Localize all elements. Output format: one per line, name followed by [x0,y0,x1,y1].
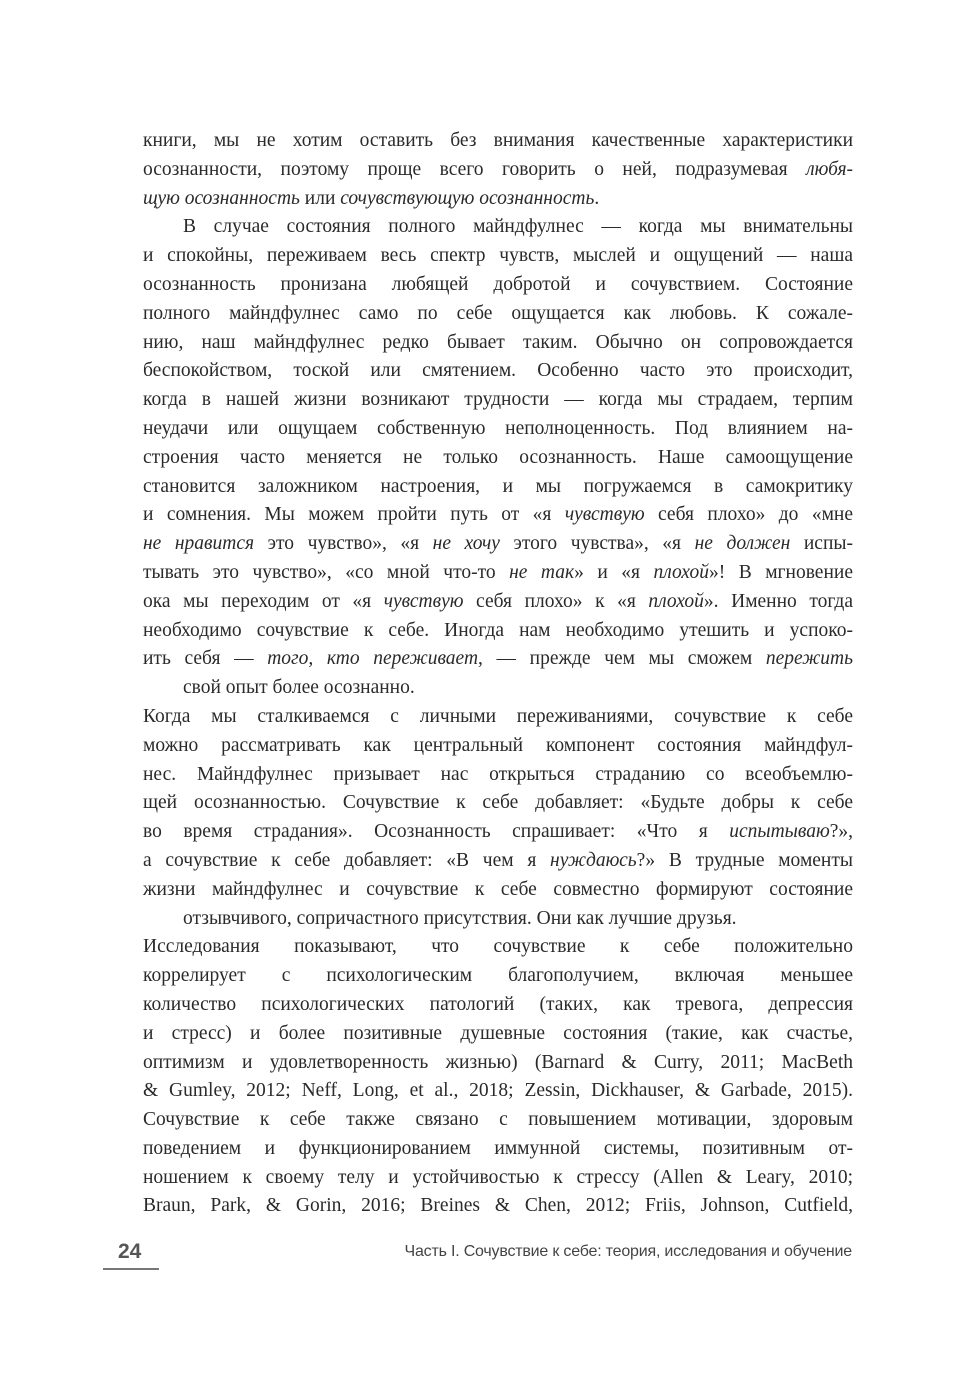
text-line [143,329,853,358]
text-line [143,588,853,617]
page-number: 24 [118,1240,142,1263]
text-run: нию, наш майндфулнес редко бывает таким. Обычно он сопровождается [143,331,853,353]
text-line [143,1164,853,1193]
text-line [143,1192,853,1221]
text-line [143,357,853,386]
text-run: Исследования показывают, что сочувствие к себе положительно [143,936,853,958]
text-line [143,415,853,444]
text-line [143,1106,853,1135]
italic-text: не хочу [432,533,500,555]
text-line [143,933,853,962]
text-run: неудачи или ощущаем собственную неполноценность. Под влиянием на- [143,417,853,439]
text-run: ?» В трудные моменты [636,849,853,871]
text-line [143,185,853,214]
text-line [143,1020,853,1049]
text-run: беспокойством, тоской или смятением. Особенно часто это происходит, [143,360,853,382]
text-line [143,674,853,703]
italic-text: пережить [765,648,853,670]
text-run: а сочувствие к себе добавляет: «В чем я [143,849,551,871]
text-run: ока мы переходим от «я [143,590,384,612]
text-run: себя плохо» к «я [463,590,649,612]
italic-text: щую осознанность [143,187,300,209]
italic-text: плохой [653,561,709,583]
text-line [143,1077,853,1106]
text-line [143,732,853,761]
italic-text: не так [509,561,575,583]
text-run: жизни майндфулнес и сочувствие к себе совместно формируют состояние [143,878,853,900]
text-run: во время страдания». Осознанность спрашивает: «Что я [143,821,730,843]
text-run: становится заложником настроения, и мы погружаемся в самокритику [143,475,853,497]
text-line [143,242,853,271]
text-line [143,645,853,674]
text-line [143,789,853,818]
text-run: коррелирует с психологическим благополучием, включая меньшее [143,965,853,987]
text-run: строения часто меняется не только осознанность. Наше самоощущение [143,446,853,468]
italic-text: плохой [648,590,704,612]
text-run: отзывчивого, сопричастного присутствия. Они как лучшие друзья. [183,907,737,929]
text-run: свой опыт более осознанно. [183,677,415,699]
text-run: и сомнения. Мы можем пройти путь от «я [143,504,565,526]
italic-text: испытываю [729,821,830,843]
text-line [143,962,853,991]
italic-text: нуждаюсь [550,849,637,871]
text-run: нес. Майндфулнес призывает нас открыться страданию со всеобъемлю- [143,763,853,785]
text-run: тывать это чувство», «со мной что-то [143,561,510,583]
italic-text: чувствую [564,504,645,526]
text-run: ношением к своему телу и устойчивостью к стрессу (Allen & Leary, 2010; [143,1166,853,1188]
text-run: и спокойны, переживаем весь спектр чувств, мыслей и ощущений — наша [143,245,853,267]
text-line [143,300,853,329]
text-run: ?», [829,821,853,843]
text-line [143,847,853,876]
text-run: Сочувствие к себе также связано с повышением мотивации, здоровым [143,1109,853,1131]
body-text [143,127,853,1221]
text-run: ». Именно тогда [703,590,853,612]
text-run: поведением и функционированием иммунной системы, позитивным от- [143,1137,853,1159]
text-line [143,1135,853,1164]
text-line [143,617,853,646]
text-run: ить себя — [143,648,268,670]
italic-text: не нравится [143,533,255,555]
text-run: можно рассматривать как центральный компонент состояния майндфул- [143,734,853,756]
running-head: Часть I. Сочувствие к себе: теория, исследования и обучение [404,1243,852,1260]
text-run: испы- [790,533,853,555]
text-line [143,444,853,473]
text-line [143,213,853,242]
text-line [143,991,853,1020]
text-run: и стресс) и более позитивные душевные состояния (такие, как счастье, [143,1022,853,1044]
italic-text: чувствую [383,590,464,612]
text-run: когда в нашей жизни возникают трудности — когда мы страдаем, терпим [143,389,853,411]
text-run: В случае состояния полного майндфулнес — когда мы внимательны [183,216,853,238]
text-line [143,761,853,790]
text-run: или [299,187,341,209]
text-line [143,703,853,732]
text-line [143,559,853,588]
text-line [143,473,853,502]
page-number-rule [103,1268,159,1270]
text-line [143,271,853,300]
text-run: » и «я [574,561,654,583]
text-line [143,501,853,530]
text-line [143,386,853,415]
text-line [143,530,853,559]
text-line [143,1049,853,1078]
text-run: осознанности, поэтому проще всего говорить о ней, подразумевая [143,158,807,180]
text-run: & Gumley, 2012; Neff, Long, et al., 2018; Zessin, Dickhauser, & Garbade, 2015). [143,1080,853,1102]
italic-text: того, кто переживает [267,648,479,670]
text-run: , — прежде чем мы сможем [478,648,766,670]
text-run: себя плохо» до «мне [644,504,853,526]
text-run: . [594,187,600,209]
italic-text: любя- [806,158,853,180]
text-run: этого чувства», «я [499,533,695,555]
italic-text: не должен [694,533,791,555]
text-run: Когда мы сталкиваемся с личными переживаниями, сочувствие к себе [143,705,853,727]
text-line [143,876,853,905]
text-run: количество психологических патологий (таких, как тревога, депрессия [143,993,853,1015]
text-run: Braun, Park, & Gorin, 2016; Breines & Chen, 2012; Friis, Johnson, Cutfield, [143,1195,853,1217]
text-run: книги, мы не хотим оставить без внимания качественные характеристики [143,130,853,151]
text-line [143,905,853,934]
text-line [143,818,853,847]
text-run: осознанность пронизана любящей добротой и сочувствием. Состояние [143,273,853,295]
text-run: необходимо сочувствие к себе. Иногда нам необходимо утешить и успоко- [143,619,853,641]
text-run: оптимизм и удовлетворенность жизнью) (Barnard & Curry, 2011; MacBeth [143,1051,853,1073]
italic-text: сочувствующую осознанность [340,187,595,209]
text-run: полного майндфулнес само по себе ощущается как любовь. К сожале- [143,302,853,324]
text-run: »! В мгновение [708,561,853,583]
text-run: щей осознанностью. Сочувствие к себе добавляет: «Будьте добры к себе [143,792,853,814]
text-line [143,156,853,185]
text-line [143,127,853,156]
text-run: это чувство», «я [254,533,433,555]
